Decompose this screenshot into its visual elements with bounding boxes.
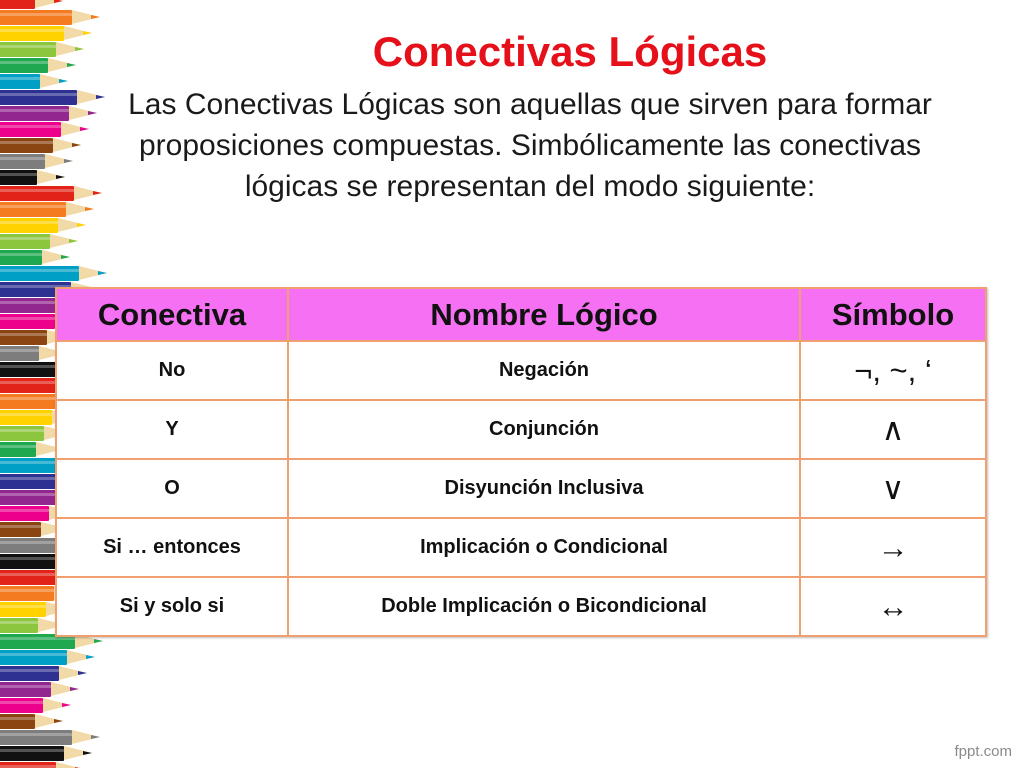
cell-simbolo: ¬, ~, ‘ [800, 341, 986, 400]
table-row [56, 518, 986, 577]
cell-simbolo: ∧ [800, 400, 986, 459]
connectives-table [55, 287, 987, 637]
cell-simbolo: ∨ [800, 459, 986, 518]
cell-conectiva: O [56, 459, 288, 518]
table-row [56, 577, 986, 636]
cell-nombre: Conjunción [288, 400, 800, 459]
cell-nombre: Implicación o Condicional [288, 518, 800, 577]
cell-conectiva: Y [56, 400, 288, 459]
cell-simbolo: ↔ [800, 577, 986, 636]
table-row [56, 400, 986, 459]
table-row [56, 459, 986, 518]
table-row [56, 341, 986, 400]
cell-simbolo: → [800, 518, 986, 577]
cell-conectiva: No [56, 341, 288, 400]
header-conectiva: Conectiva [56, 288, 288, 341]
cell-nombre: Disyunción Inclusiva [288, 459, 800, 518]
cell-conectiva: Si y solo si [56, 577, 288, 636]
slide-intro-text: Las Conectivas Lógicas son aquellas que sirven para formar proposiciones compuestas. Simbólicamente las conectivas lógicas se representan del modo siguiente: [128, 88, 932, 203]
watermark: fppt.com [954, 743, 1012, 760]
header-simbolo: Símbolo [800, 288, 986, 341]
cell-nombre: Doble Implicación o Bicondicional [288, 577, 800, 636]
header-nombre-logico: Nombre Lógico [288, 288, 800, 341]
cell-conectiva: Si … entonces [56, 518, 288, 577]
cell-nombre: Negación [288, 341, 800, 400]
slide-title: Conectivas Lógicas [372, 28, 768, 75]
table-header-row [56, 288, 986, 341]
